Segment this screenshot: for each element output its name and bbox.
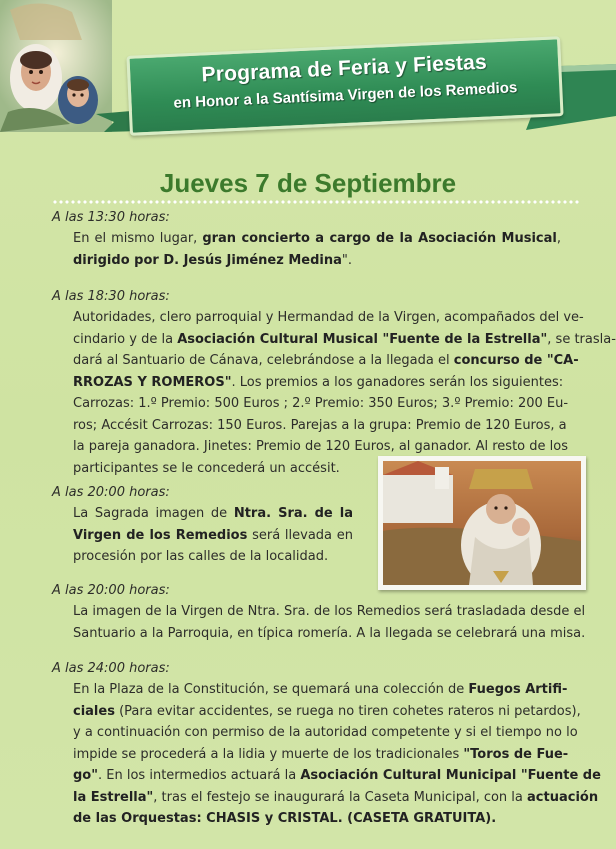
event-description [73,679,601,830]
bold-text: Virgen de los Remedios [73,527,248,543]
banner-title: Programa de Feria y Fiestas [201,50,488,87]
text-run: La imagen de la Virgen de Ntra. Sra. de los Remedios será trasladada desde el [73,604,586,619]
text-run: : Premio de 120 Euros, al ganador. Al resto de los [247,439,568,454]
text-run: La Sagrada imagen de [73,506,234,521]
text-run: Santuario a la Parroquia, en típica romería. A la llegada se celebrará una misa. [73,625,586,641]
event-line [73,546,353,568]
bold-text: actuación [527,789,599,805]
text-run: ros; [73,417,102,433]
event-line [73,415,567,437]
text-run: , tras el festejo se inaugurará la Caseta Municipal, con la [153,789,528,805]
banner-subtitle: en Honor a la Santísima Virgen de los Remedios [173,79,518,112]
virgin-statue-photo [383,461,581,585]
text-run: impide se procederá a la lidia y muerte de los tradicionales [73,746,464,762]
text-run: participantes se le concederá un accésit. [73,460,340,476]
event-line [73,372,564,394]
bold-text: gran concierto a cargo de la Asociación Musical [202,231,557,246]
text-run: (Para evitar accidentes, se ruega no tiren cohetes rateros ni petardos), [114,703,581,719]
text-run: Parejas a la grupa [290,417,408,433]
event-time: A las 20:00 horas: [52,583,170,598]
bold-text: Ntra. Sra. de la [233,506,354,521]
event-line [73,601,586,623]
event-line [73,503,353,525]
event-line [73,307,584,329]
event-description [73,503,353,568]
event-line [73,744,569,766]
header [0,0,616,140]
text-run: la pareja ganadora. [73,439,204,454]
event-line [73,765,601,787]
event-line [73,722,578,744]
bold-text: Asociación Cultural Municipal "Fuente de [300,768,601,783]
dotted-divider [52,200,580,204]
text-run: y a continuación con permiso de la autoridad competente y si el tiempo no lo [73,725,578,740]
text-run: dará al Santuario de Cánava, celebrándose a la llegada el [73,353,454,368]
bold-text: RROZAS Y ROMEROS" [73,374,232,390]
day-title: Jueves 7 de Septiembre [159,168,457,198]
event-time: A las 20:00 horas: [52,485,170,500]
bold-text: ciales [73,703,115,719]
title-banner [126,36,563,136]
event-line [73,436,568,458]
event-description [73,228,561,271]
event-line [73,250,561,272]
event-line [73,393,569,415]
text-run: . En los intermedios actuará la [98,768,301,783]
bold-text: dirigido por D. Jesús Jiménez Medina [73,252,342,268]
event-description [73,307,616,479]
text-run: cindario y de la [73,331,178,347]
photo-frame [378,456,586,590]
text-run: , se trasla- [547,331,616,347]
event-time: A las 18:30 horas: [52,289,170,304]
event-line [73,787,599,809]
text-run: Carrozas: 1.º Premio: 500 Euros ; 2.º Premio: 350 Euros; 3.º Premio: 200 Eu- [73,396,569,411]
event-line [73,701,581,723]
event-line [73,808,561,830]
text-run: : 150 Euros. [208,417,291,433]
bold-text: de las Orquestas: CHASIS y CRISTAL. (CASETA GRATUITA). [73,811,497,826]
bold-text: la Estrella" [73,789,154,805]
event-line [73,525,353,547]
text-run: será llevada en [247,527,353,543]
bold-text: Asociación Cultural Musical "Fuente de la Estrella" [177,331,548,347]
text-run: En la Plaza de la Constitución, se quemará una colección de [73,682,469,697]
text-run: ". [341,252,352,268]
bold-text: go" [73,768,99,783]
event-line [73,350,579,372]
event-line [73,679,568,701]
event-time: A las 13:30 horas: [52,210,170,225]
event-line [73,623,586,645]
text-run: procesión por las calles de la localidad. [73,549,329,564]
event-time: A las 24:00 horas: [52,661,170,676]
text-run: En el mismo lugar, [73,231,203,246]
text-run: : Premio de 120 Euros, a [407,417,567,433]
text-run: Jinetes [203,439,248,454]
bold-text: concurso de "CA- [453,353,579,368]
text-run: Autoridades, clero parroquial y Hermandad de la Virgen, acompañados del ve- [73,310,584,325]
bold-text: "Toros de Fue- [463,746,569,762]
event-description [73,601,586,644]
event-line [73,228,561,250]
bold-text: Fuegos Artifi- [468,682,568,697]
text-run: Accésit Carrozas [101,417,209,433]
text-run: . Los premios a los ganadores serán los siguientes: [231,374,564,390]
event-line [73,329,616,351]
text-run: , [556,231,562,246]
